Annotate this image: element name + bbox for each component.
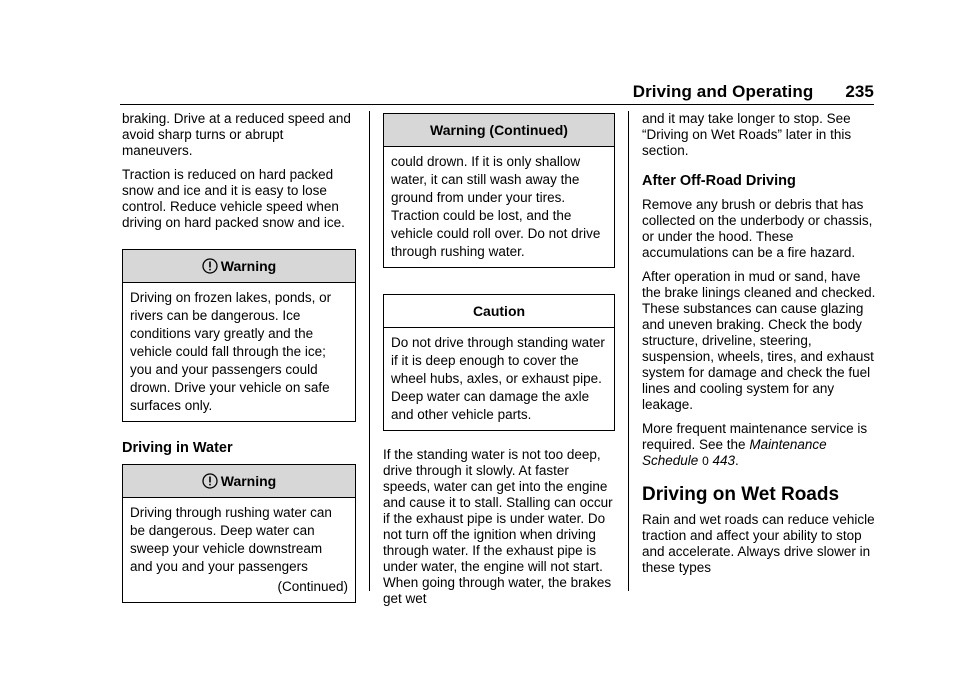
period: . xyxy=(735,453,739,468)
paragraph: After operation in mud or sand, have the brake linings cleaned and checked. These substances can cause glazing and uneven braking. Check the body structure, driveline, steering, suspension, wheels, tires, and exhaust system for damage and check the fuel lines and cooling system for any leakage. xyxy=(642,269,876,412)
page-reference[interactable]: 443 xyxy=(712,453,736,468)
section-heading: After Off-Road Driving xyxy=(642,173,796,189)
warning-icon xyxy=(202,468,218,500)
page-header xyxy=(633,82,874,102)
warning-header xyxy=(123,465,355,498)
caution-box xyxy=(383,294,615,431)
paragraph: braking. Drive at a reduced speed and avoid sharp turns or abrupt maneuvers. xyxy=(122,111,351,158)
page-number: 235 xyxy=(845,82,874,101)
warning-icon xyxy=(202,253,218,285)
warning-text: Driving on frozen lakes, ponds, or rivers can be dangerous. Ice conditions vary greatly and the vehicle could fall through the ice; you and your passengers could drown. Drive your vehicle on safe surfaces only. xyxy=(130,290,332,413)
warning-text: Driving through rushing water can be dangerous. Deep water can sweep your vehicle downstream and you and your passengers xyxy=(130,505,332,574)
continued-label: (Continued) xyxy=(277,579,348,594)
column-divider xyxy=(369,111,370,591)
paragraph xyxy=(642,421,878,469)
paragraph: Remove any brush or debris that has collected on the underbody or chassis, or under the hood. These accumulations can be a fire hazard. xyxy=(642,197,873,260)
paragraph: and it may take longer to stop. See “Driving on Wet Roads” later in this section. xyxy=(642,111,852,158)
warning-title: Warning xyxy=(220,473,277,489)
page-ref-icon: 0 xyxy=(702,454,709,468)
warning-box xyxy=(122,464,356,603)
column-2 xyxy=(383,111,615,615)
section-title: Driving and Operating xyxy=(632,82,814,101)
maintenance-schedule-link[interactable]: Maintenance Schedule xyxy=(642,437,827,468)
paragraph-text: More frequent maintenance service is required. See the xyxy=(642,421,868,452)
column-1 xyxy=(122,111,356,603)
warning-header: Warning (Continued) xyxy=(384,114,614,147)
column-3 xyxy=(642,111,878,584)
warning-continued-box xyxy=(383,113,615,268)
column-divider xyxy=(628,111,629,591)
paragraph: If the standing water is not too deep, drive through it slowly. At faster speeds, water can get into the engine and cause it to stall. Stalling can occur if the exhaust pipe is under water. Do not turn off the ignition when driving through water. If the exhaust pipe is under water, the engine will not start. When going through water, the brakes get wet xyxy=(383,447,613,606)
warning-title: Warning xyxy=(220,258,277,274)
caution-text: Do not drive through standing water if it is deep enough to cover the wheel hubs, axles, or exhaust pipe. Deep water can damage the axle and other vehicle parts. xyxy=(391,335,605,422)
caution-header: Caution xyxy=(384,295,614,328)
warning-text: could drown. If it is only shallow water, it can still wash away the ground from under your tires. Traction could be lost, and the vehicle could roll over. Do not drive through rushing water. xyxy=(391,154,601,259)
section-heading: Driving in Water xyxy=(122,440,233,456)
warning-header xyxy=(123,250,355,283)
paragraph: Traction is reduced on hard packed snow and ice and it is easy to lose control. Reduce vehicle speed when driving on hard packed snow and ice. xyxy=(122,167,345,230)
major-heading: Driving on Wet Roads xyxy=(642,484,840,505)
paragraph: Rain and wet roads can reduce vehicle traction and affect your ability to stop and accelerate. Always drive slower in these types xyxy=(642,512,875,575)
warning-box xyxy=(122,249,356,422)
header-rule xyxy=(120,104,874,105)
